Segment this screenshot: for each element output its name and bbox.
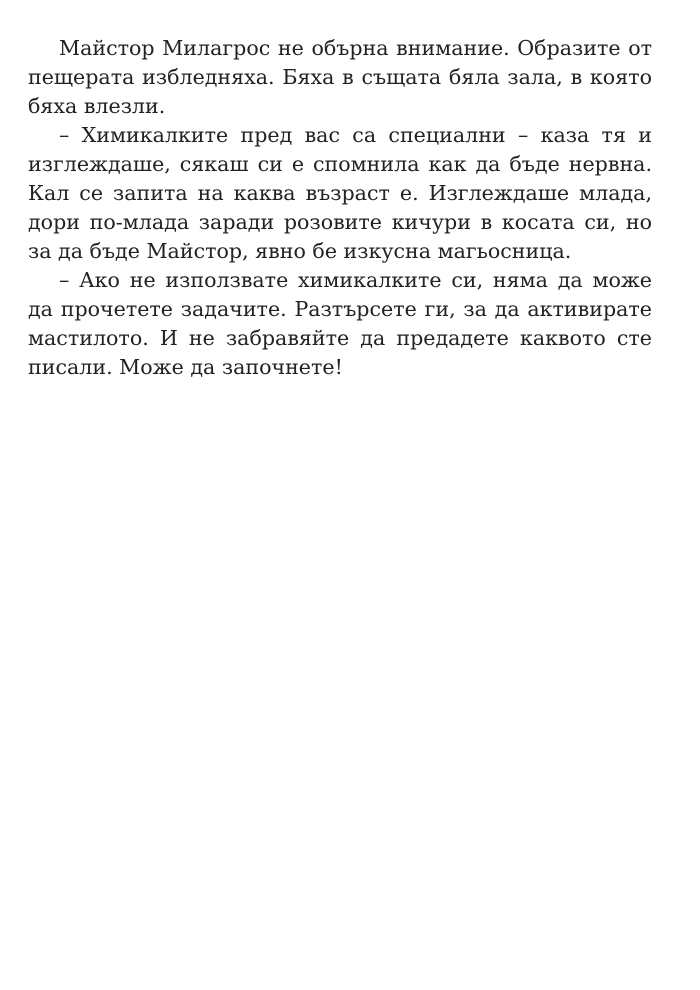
page-body: [28, 34, 652, 382]
paragraph: – Ако не използвате химикалките си, няма да може да прочетете задачите. Разтърсете ги, за да активирате мастилото. И не забравяйте да предадете каквото сте писали. Може да започнете!: [28, 268, 652, 379]
paragraph: – Химикалките пред вас са специални – каза тя и изглеждаше, сякаш си е спомнила как да бъде нервна. Кал се запита на каква възраст е. Изглеждаше млада, дори по-млада заради розовите кичури в косата си, но за да бъде Майстор, явно бе изкусна магьосница.: [28, 123, 652, 263]
paragraph: Майстор Милагрос не обърна внимание. Образите от пещерата избледняха. Бяха в същата бяла зала, в която бяха влезли.: [28, 36, 652, 118]
